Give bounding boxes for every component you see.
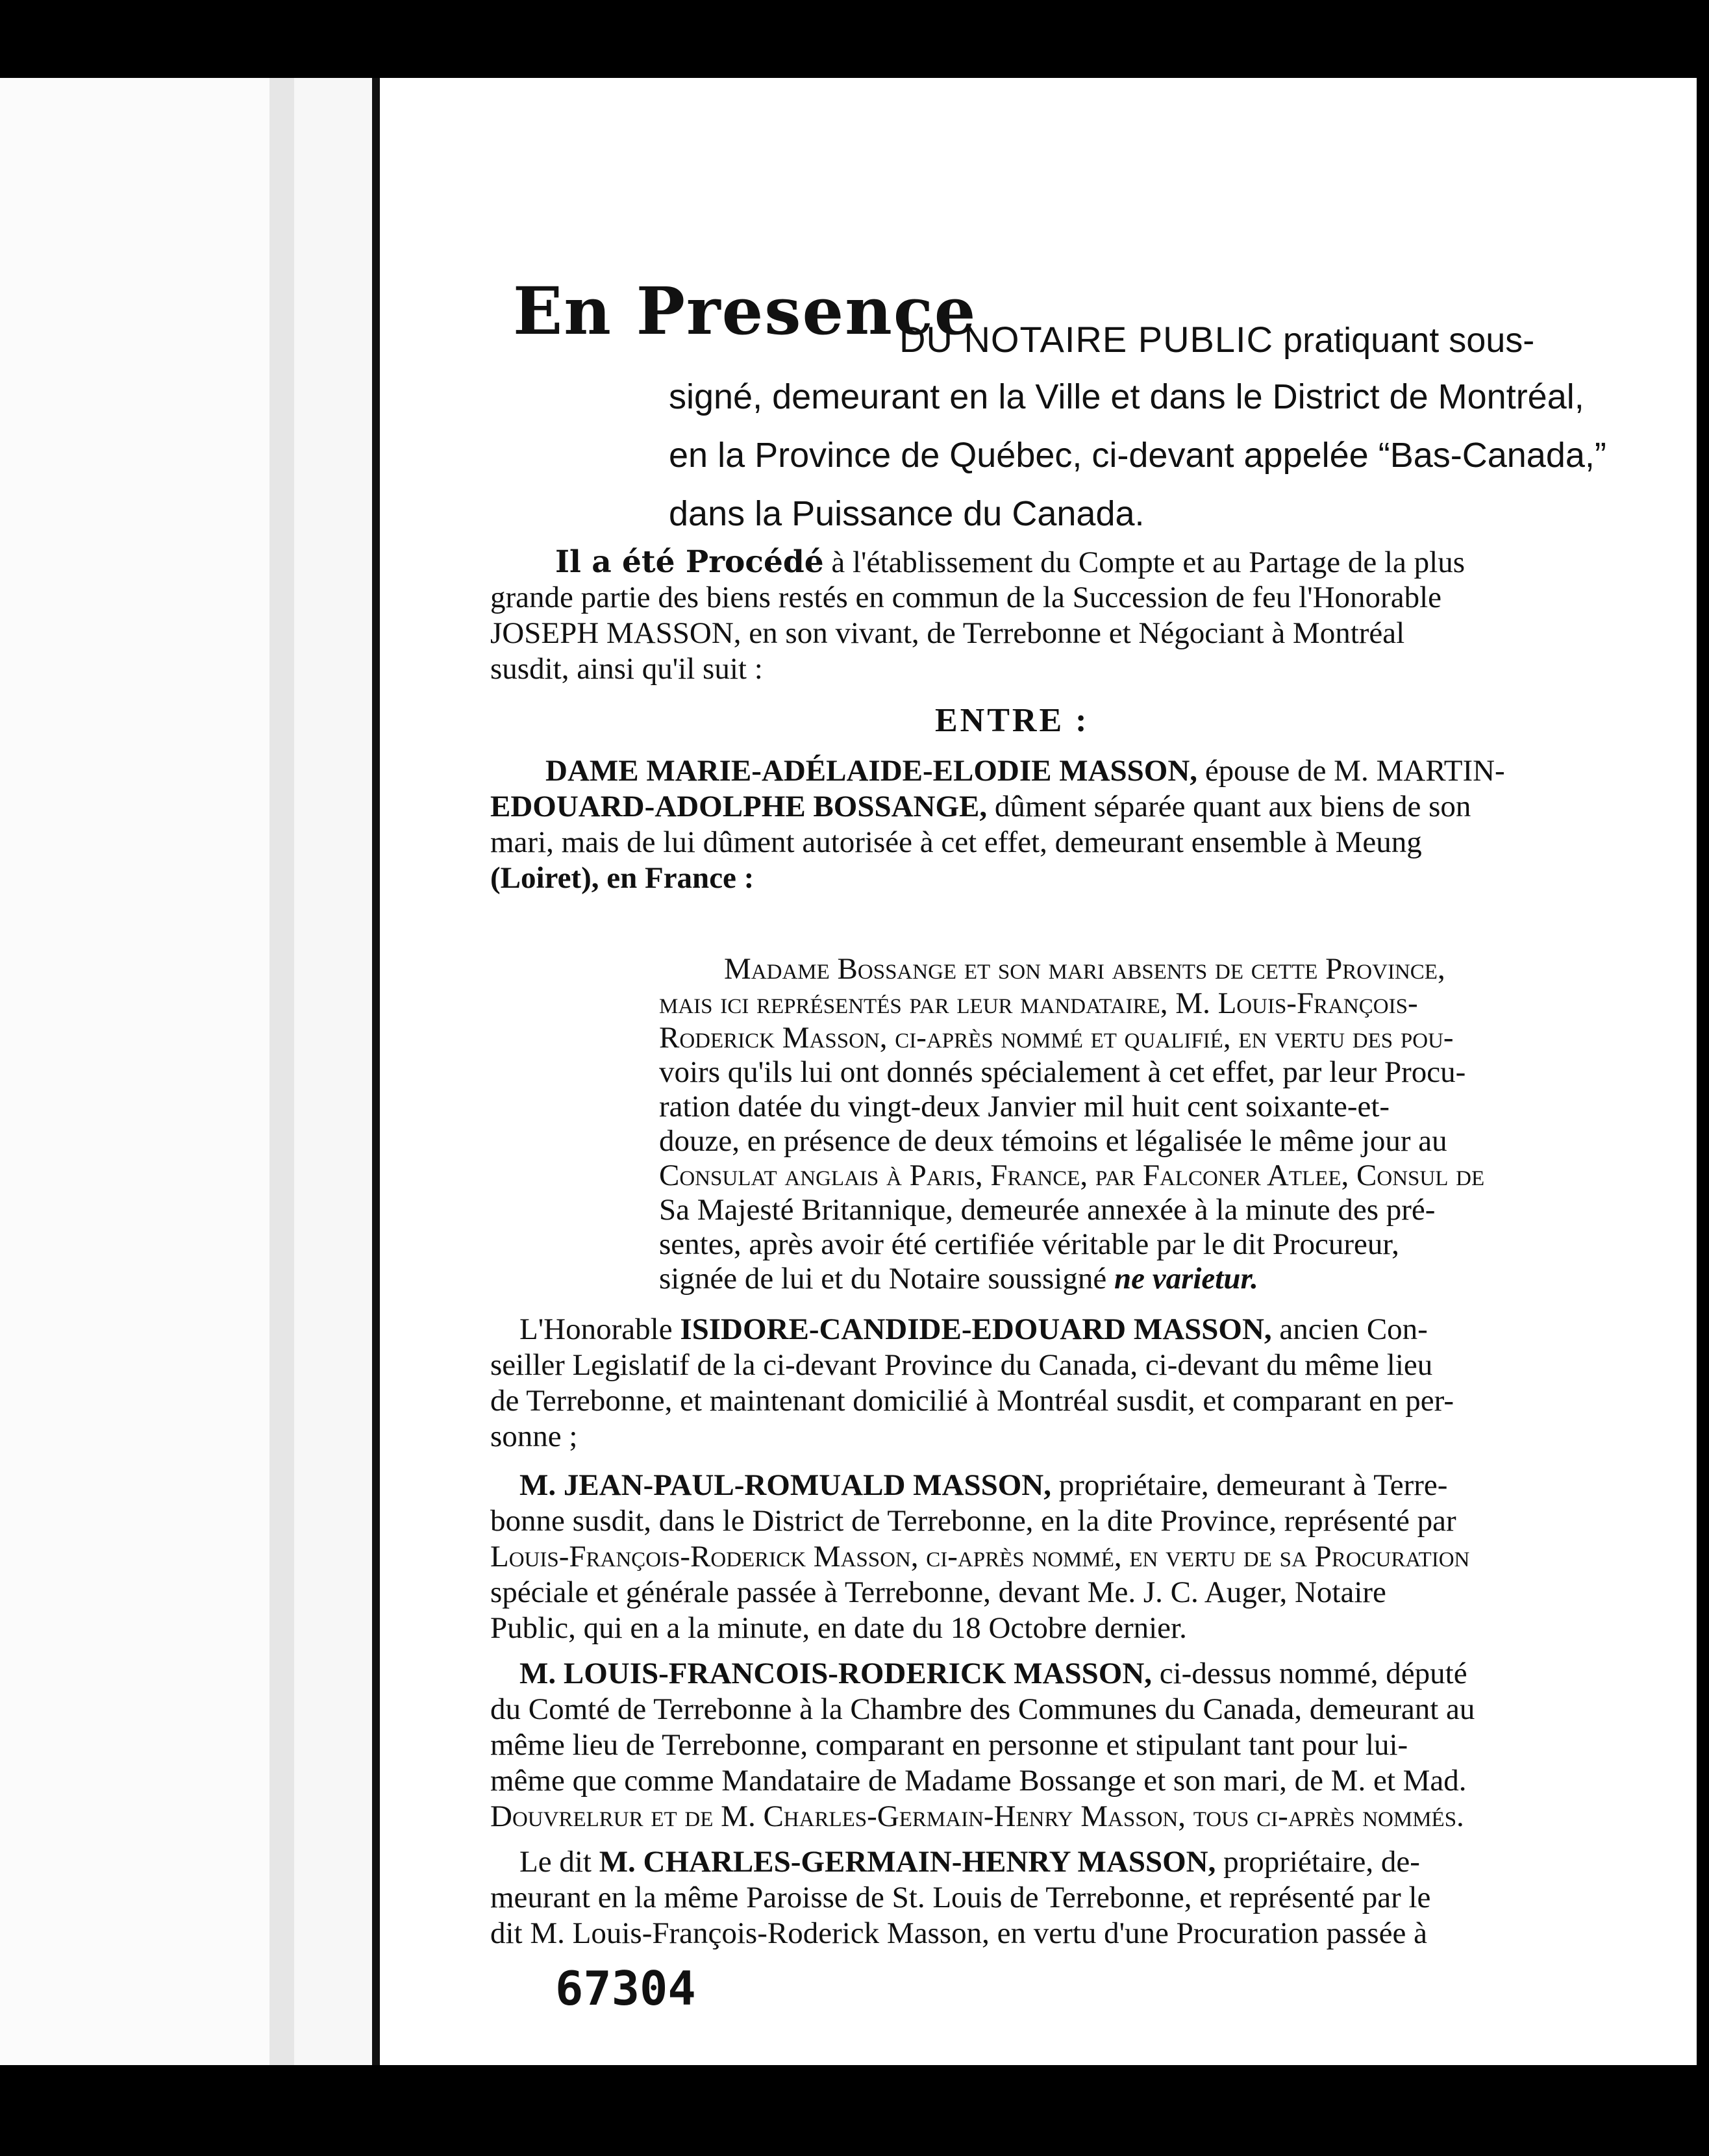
louis-line-4: même que comme Mandataire de Madame Bossange et son mari, de M. et Mad.: [490, 1764, 1467, 1798]
para1-line-1: Il a été Procédé à l'établissement du Compte et au Partage de la plus: [555, 544, 1466, 580]
jean-line-4: spéciale et générale passée à Terrebonne, devant Me. J. C. Auger, Notaire: [490, 1575, 1386, 1609]
jean-line-1: M. JEAN-PAUL-ROMUALD MASSON, propriétaire, demeurant à Terre-: [519, 1468, 1448, 1502]
left-page-edge: [0, 78, 269, 2065]
page-gutter: [294, 78, 372, 2065]
rep-line-4: voirs qu'ils lui ont donnés spécialement à cet effet, par leur Procu-: [659, 1055, 1466, 1089]
louis-line-1: M. LOUIS-FRANCOIS-RODERICK MASSON, ci-dessus nommé, député: [519, 1657, 1467, 1690]
isidore-line-1: L'Honorable ISIDORE-CANDIDE-EDOUARD MASSON, ancien Con-: [519, 1312, 1428, 1346]
isidore-line-3: de Terrebonne, et maintenant domicilié à Montréal susdit, et comparant en per-: [490, 1384, 1454, 1418]
rep-line-5: ration datée du vingt-deux Janvier mil huit cent soixante-et-: [659, 1090, 1390, 1123]
rep-line-2: mais ici représentés par leur mandataire, M. Louis-François-: [659, 986, 1418, 1020]
rep-line-6: douze, en présence de deux témoins et légalisée le même jour au: [659, 1124, 1447, 1158]
jean-line-3: Louis-François-Roderick Masson, ci-après nommé, en vertu de sa Procuration: [490, 1540, 1470, 1573]
ornate-heading: En Presence: [513, 273, 977, 349]
para1-line-4: susdit, ainsi qu'il suit :: [490, 652, 763, 686]
rep-line-3: Roderick Masson, ci-après nommé et qualifié, en vertu des pou-: [659, 1021, 1454, 1055]
archive-number-stamp: 67304: [555, 1961, 696, 2016]
intro-line-3: en la Province de Québec, ci-devant appelée “Bas-Canada,”: [669, 436, 1606, 475]
louis-line-2: du Comté de Terrebonne à la Chambre des Communes du Canada, demeurant au: [490, 1692, 1475, 1726]
rep-line-8: Sa Majesté Britannique, demeurée annexée à la minute des pré-: [659, 1193, 1436, 1227]
para1-line-3: JOSEPH MASSON, en son vivant, de Terrebonne et Négociant à Montréal: [490, 616, 1405, 650]
entre-heading: ENTRE :: [935, 702, 1090, 739]
charles-line-2: meurant en la même Paroisse de St. Louis de Terrebonne, et représenté par le: [490, 1881, 1431, 1914]
intro-line-1: [899, 318, 1534, 360]
charles-line-3: dit M. Louis-François-Roderick Masson, en vertu d'une Procuration passée à: [490, 1916, 1427, 1950]
charles-line-1: Le dit M. CHARLES-GERMAIN-HENRY MASSON, propriétaire, de-: [519, 1845, 1420, 1879]
intro-line-4: dans la Puissance du Canada.: [669, 494, 1145, 533]
bossange-line-1: DAME MARIE-ADÉLAIDE-ELODIE MASSON, épouse de M. MARTIN-: [545, 754, 1505, 788]
intro-line-1-rest: pratiquant sous-: [1273, 321, 1535, 360]
rep-line-7: Consulat anglais à Paris, France, par Falconer Atlee, Consul de: [659, 1159, 1485, 1192]
rep-line-10: signée de lui et du Notaire soussigné ne varietur.: [659, 1262, 1258, 1296]
book-spine: [269, 78, 294, 2065]
intro-line-2: signé, demeurant en la Ville et dans le District de Montréal,: [669, 377, 1584, 416]
bossange-line-2: EDOUARD-ADOLPHE BOSSANGE, dûment séparée quant aux biens de son: [490, 790, 1471, 823]
bossange-line-4: (Loiret), en France :: [490, 861, 755, 895]
rep-line-1: Madame Bossange et son mari absents de cette Province,: [724, 952, 1445, 986]
ne-varietur: ne varietur.: [1114, 1262, 1258, 1296]
isidore-line-2: seiller Legislatif de la ci-devant Province du Canada, ci-devant du même lieu: [490, 1348, 1433, 1382]
bossange-line-3: mari, mais de lui dûment autorisée à cet effet, demeurant ensemble à Meung: [490, 825, 1422, 859]
document-page: [372, 78, 1697, 2065]
para1-lead: Il a été Procédé: [555, 544, 824, 580]
rep-line-9: sentes, après avoir été certifiée véritable par le dit Procureur,: [659, 1227, 1399, 1261]
louis-line-5: Douvrelrur et de M. Charles-Germain-Henry Masson, tous ci-après nommés.: [490, 1799, 1464, 1833]
jean-line-5: Public, qui en a la minute, en date du 18 Octobre dernier.: [490, 1611, 1187, 1645]
isidore-line-4: sonne ;: [490, 1420, 578, 1453]
louis-line-3: même lieu de Terrebonne, comparant en personne et stipulant tant pour lui-: [490, 1728, 1408, 1762]
para1-line-2: grande partie des biens restés en commun de la Succession de feu l'Honorable: [490, 581, 1441, 614]
notaire-public-caps: DU NOTAIRE PUBLIC: [899, 319, 1274, 360]
jean-line-2: bonne susdit, dans le District de Terrebonne, en la dite Province, représenté par: [490, 1504, 1456, 1538]
